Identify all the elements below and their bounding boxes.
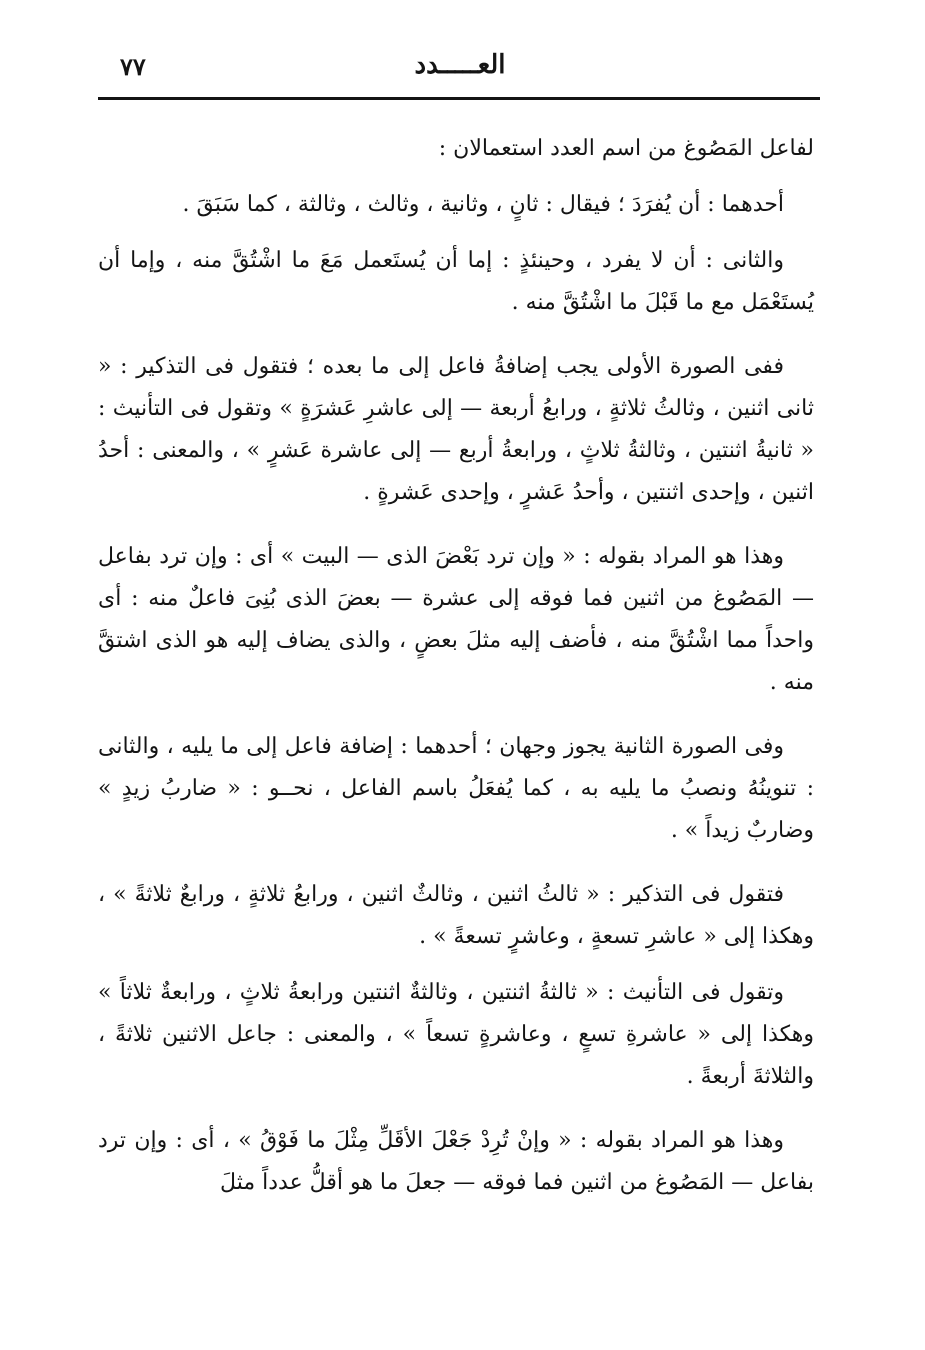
paragraph: وهذا هو المراد بقوله : « وإنْ تُرِدْ جَعْلَ الأقَلِّ مِثْلَ ما فَوْقُ » ، أى : وإن ترد بفاعل — المَصُوغ من اثنين فما فوقه — جعلَ ما هو أقلُّ عدداً مثلَ — [98, 1128, 814, 1195]
paragraph: وتقول فى التأنيث : « ثالثةُ اثنتين ، وثالثةٌ اثنتين ورابعةُ ثلاثٍ ، ورابعةٌ ثلاثاً » وهكذا إلى « عاشرةِ تسعٍ ، وعاشرةٍ تسعاً » ، والمعنى : جاعل الاثنين ثلاثةً ، والثلاثةَ أربعةً . — [98, 980, 814, 1089]
paragraph: وفى الصورة الثانية يجوز وجهان ؛ أحدهما : إضافة فاعل إلى ما يليه ، والثانى : تنوينُهُ ونصبُ ما يليه به ، كما يُفعَلُ باسم الفاعل ، نحــو : « ضاربُ زيدٍ » وضاربٌ زيداً » . — [98, 734, 814, 843]
paragraph: والثانى : أن لا يفرد ، وحينئذٍ : إما أن يُستَعمل مَعَ ما اشْتُقَّ منه ، وإما أن يُستَعْمَل مع ما قَبْلَ ما اشْتُقَّ منه . — [98, 248, 814, 315]
paragraph: وهذا هو المراد بقوله : « وإن ترد بَعْضَ الذى — البيت » أى : وإن ترد بفاعل — المَصُوغ من اثنين فما فوقه إلى عشرة — بعضَ الذى بُنِىَ فاعلٌ منه : أى واحداً مما اشْتُقَّ منه ، فأضف إليه مثلَ بعضٍ ، والذى يضاف إليه هو الذى اشتقَّ منه . — [98, 544, 814, 695]
paragraph: ففى الصورة الأولى يجب إضافةُ فاعل إلى ما بعده ؛ فتقول فى التذكير : « ثانى اثنين ، وثالثُ ثلاثةٍ ، ورابعُ أربعة — إلى عاشرِ عَشرَةٍ » وتقول فى التأنيث : « ثانيةُ اثنتين ، وثالثةُ ثلاثٍ ، ورابعةُ أربع — إلى عاشرة عَشرٍ » ، والمعنى : أحدُ اثنين ، وإحدى اثنتين ، وأحدُ عَشرٍ ، وإحدى عَشرةٍ . — [98, 354, 814, 505]
page-header — [100, 48, 820, 98]
header-rule — [98, 97, 820, 100]
paragraph: فتقول فى التذكير : « ثالثُ اثنين ، وثالثٌ اثنين ، ورابعُ ثلاثةٍ ، ورابعٌ ثلاثةً » ، وهكذا إلى « عاشرِ تسعةٍ ، وعاشرٍ تسعةً » . — [98, 882, 814, 949]
page-number: ٧٧ — [120, 52, 146, 81]
page-body — [98, 128, 814, 1218]
paragraph: أحدهما : أن يُفرَدَ ؛ فيقال : ثانٍ ، وثانية ، وثالث ، وثالثة ، كما سَبَقَ . — [182, 192, 784, 217]
running-title: العـــــدد — [414, 50, 506, 80]
paragraph: لفاعل المَصُوغ من اسم العدد استعمالان : — [438, 136, 814, 161]
